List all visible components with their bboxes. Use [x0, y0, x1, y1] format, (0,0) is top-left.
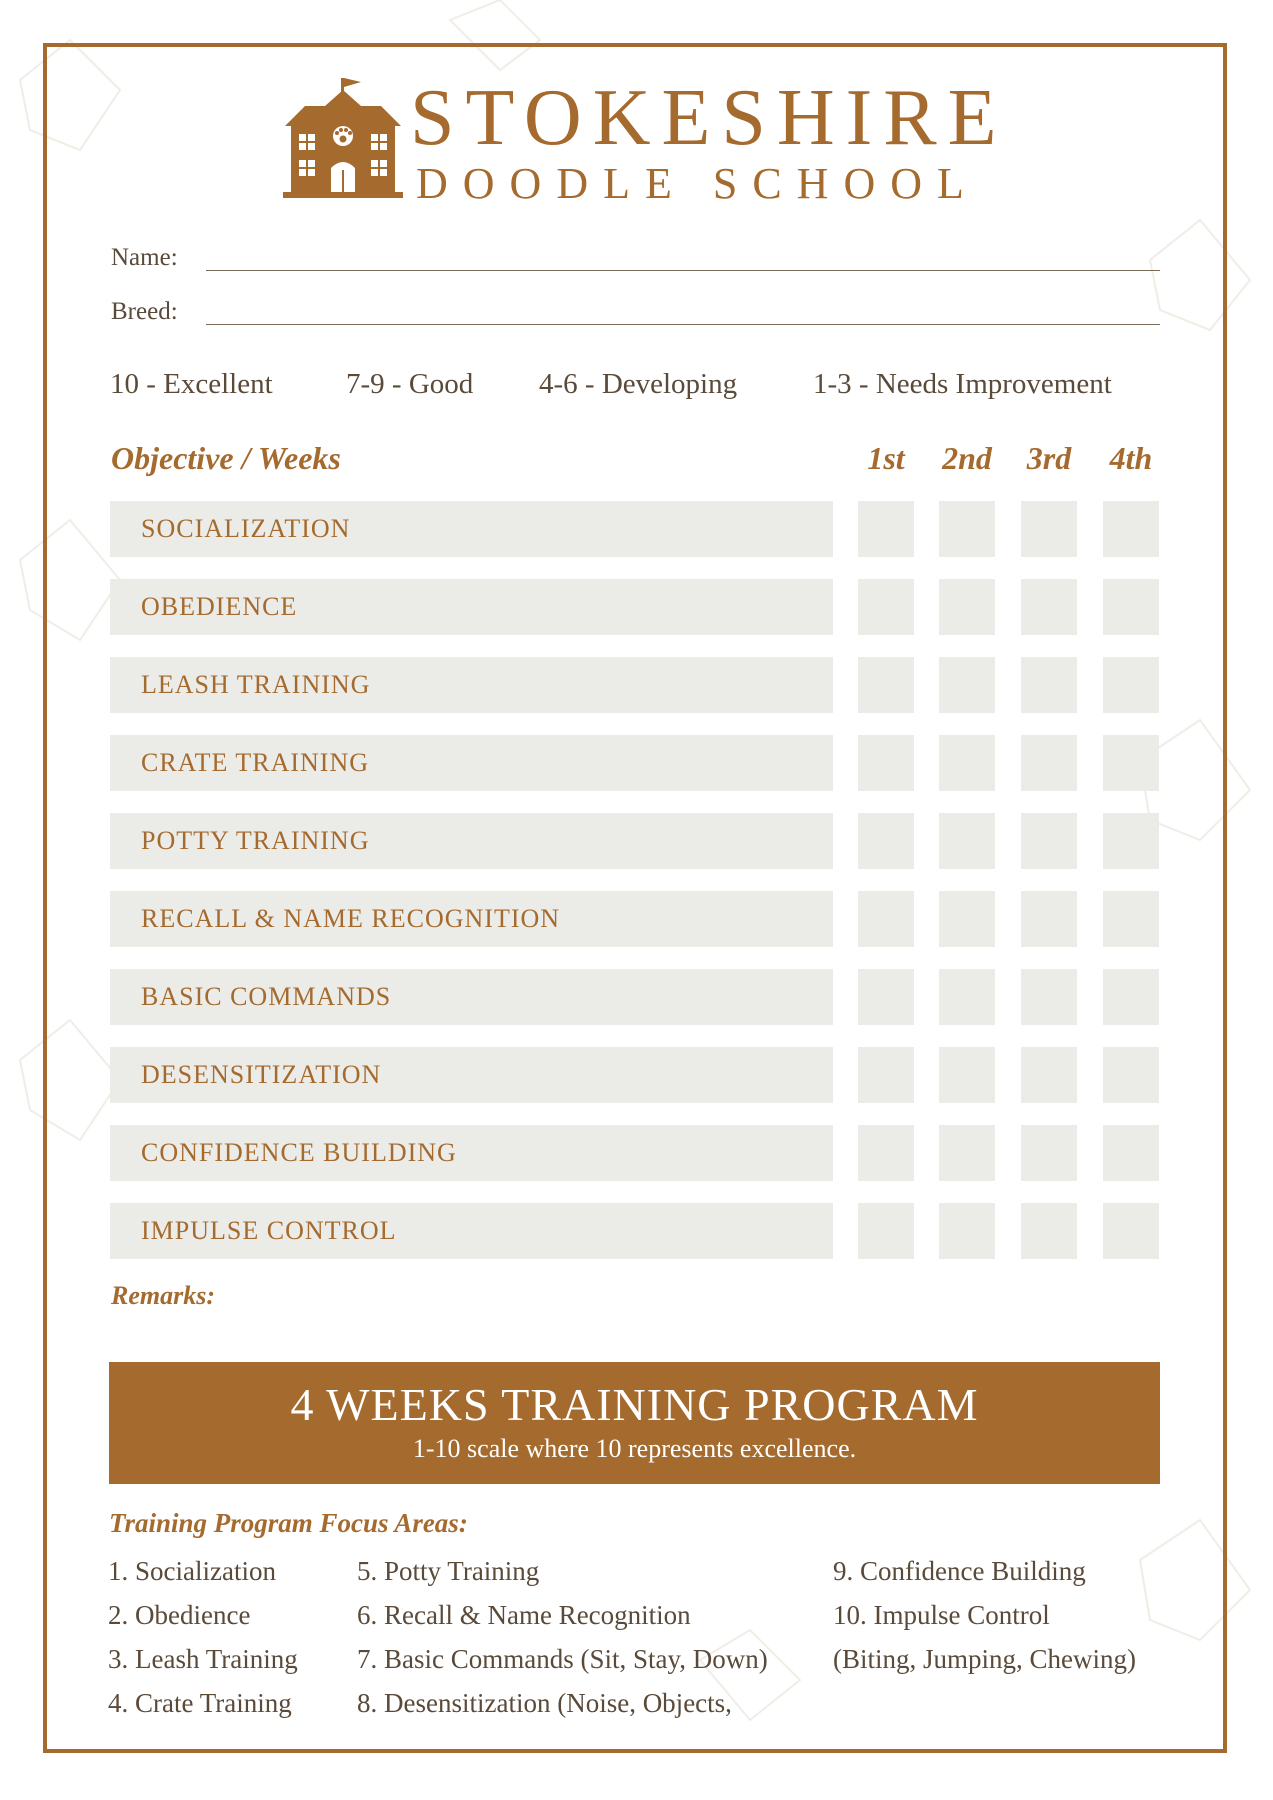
week-header-2: 2nd — [942, 440, 992, 476]
focus-item: 5. Potty Training — [357, 1556, 540, 1586]
score-cell-row4-week2[interactable] — [939, 735, 995, 791]
score-cell-row3-week4[interactable] — [1103, 657, 1159, 713]
brand-name: STOKESHIRE — [410, 74, 1008, 162]
score-cell-row10-week3[interactable] — [1021, 1203, 1077, 1259]
focus-item: 2. Obedience — [108, 1600, 251, 1630]
objective-row-leash-training: LEASH TRAINING — [110, 657, 833, 713]
week-header-3: 3rd — [1026, 440, 1072, 476]
focus-item: 7. Basic Commands (Sit, Stay, Down) — [357, 1644, 768, 1674]
score-cell-row2-week2[interactable] — [939, 579, 995, 635]
score-cell-row10-week2[interactable] — [939, 1203, 995, 1259]
score-cell-row10-week1[interactable] — [858, 1203, 914, 1259]
score-cell-row2-week1[interactable] — [858, 579, 914, 635]
score-cell-row10-week4[interactable] — [1103, 1203, 1159, 1259]
score-cell-row8-week3[interactable] — [1021, 1047, 1077, 1103]
score-cell-row3-week2[interactable] — [939, 657, 995, 713]
legend-developing: 4-6 - Developing — [539, 368, 738, 400]
legend-good: 7-9 - Good — [346, 368, 474, 400]
breed-label: Breed: — [111, 298, 178, 325]
score-cell-row5-week4[interactable] — [1103, 813, 1159, 869]
objective-row-potty-training: POTTY TRAINING — [110, 813, 833, 869]
focus-item: 9. Confidence Building — [833, 1556, 1086, 1586]
score-cell-row9-week3[interactable] — [1021, 1125, 1077, 1181]
score-cell-row7-week2[interactable] — [939, 969, 995, 1025]
score-cell-row1-week4[interactable] — [1103, 501, 1159, 557]
focus-item: 4. Crate Training — [108, 1688, 292, 1718]
schoolhouse-logo-icon — [283, 76, 403, 200]
week-header-4: 4th — [1109, 440, 1153, 476]
banner-title: 4 WEEKS TRAINING PROGRAM — [290, 1379, 979, 1430]
objective-row-crate-training: CRATE TRAINING — [110, 735, 833, 791]
week-header-1: 1st — [867, 440, 905, 476]
focus-item: 8. Desensitization (Noise, Objects, — [357, 1688, 732, 1718]
name-label: Name: — [111, 244, 178, 271]
objective-header: Objective / Weeks — [111, 440, 341, 476]
score-cell-row6-week1[interactable] — [858, 891, 914, 947]
score-cell-row8-week2[interactable] — [939, 1047, 995, 1103]
objective-row-confidence-building: CONFIDENCE BUILDING — [110, 1125, 833, 1181]
objective-row-impulse-control: IMPULSE CONTROL — [110, 1203, 833, 1259]
score-cell-row6-week4[interactable] — [1103, 891, 1159, 947]
score-cell-row7-week3[interactable] — [1021, 969, 1077, 1025]
score-cell-row8-week4[interactable] — [1103, 1047, 1159, 1103]
score-cell-row8-week1[interactable] — [858, 1047, 914, 1103]
remarks-label: Remarks: — [111, 1281, 215, 1310]
score-cell-row1-week3[interactable] — [1021, 501, 1077, 557]
objective-row-basic-commands: BASIC COMMANDS — [110, 969, 833, 1025]
score-cell-row4-week4[interactable] — [1103, 735, 1159, 791]
objective-row-desensitization: DESENSITIZATION — [110, 1047, 833, 1103]
focus-item: 3. Leash Training — [108, 1644, 298, 1674]
program-banner — [109, 1362, 1160, 1484]
focus-item: (Biting, Jumping, Chewing) — [833, 1644, 1136, 1674]
legend-needs-improvement: 1-3 - Needs Improvement — [813, 368, 1112, 400]
score-cell-row4-week1[interactable] — [858, 735, 914, 791]
score-cell-row9-week1[interactable] — [858, 1125, 914, 1181]
score-cell-row3-week3[interactable] — [1021, 657, 1077, 713]
breed-field[interactable] — [206, 324, 1160, 325]
banner-subtitle: 1-10 scale where 10 represents excellence. — [412, 1434, 857, 1463]
legend-excellent: 10 - Excellent — [110, 368, 273, 400]
score-cell-row4-week3[interactable] — [1021, 735, 1077, 791]
score-cell-row5-week2[interactable] — [939, 813, 995, 869]
score-cell-row1-week2[interactable] — [939, 501, 995, 557]
objective-row-recall: RECALL & NAME RECOGNITION — [110, 891, 833, 947]
score-cell-row2-week4[interactable] — [1103, 579, 1159, 635]
focus-item: 10. Impulse Control — [833, 1600, 1050, 1630]
objective-row-socialization: SOCIALIZATION — [110, 501, 833, 557]
score-cell-row6-week2[interactable] — [939, 891, 995, 947]
score-cell-row7-week1[interactable] — [858, 969, 914, 1025]
focus-item: 6. Recall & Name Recognition — [357, 1600, 691, 1630]
score-cell-row5-week3[interactable] — [1021, 813, 1077, 869]
score-cell-row3-week1[interactable] — [858, 657, 914, 713]
score-cell-row9-week4[interactable] — [1103, 1125, 1159, 1181]
score-cell-row2-week3[interactable] — [1021, 579, 1077, 635]
focus-areas-title: Training Program Focus Areas: — [109, 1508, 468, 1538]
name-field[interactable] — [206, 270, 1160, 271]
score-cell-row7-week4[interactable] — [1103, 969, 1159, 1025]
focus-item: 1. Socialization — [108, 1556, 276, 1586]
brand-subtitle: DOODLE SCHOOL — [416, 159, 979, 208]
score-cell-row1-week1[interactable] — [858, 501, 914, 557]
objective-row-obedience: OBEDIENCE — [110, 579, 833, 635]
score-cell-row5-week1[interactable] — [858, 813, 914, 869]
score-cell-row9-week2[interactable] — [939, 1125, 995, 1181]
score-cell-row6-week3[interactable] — [1021, 891, 1077, 947]
